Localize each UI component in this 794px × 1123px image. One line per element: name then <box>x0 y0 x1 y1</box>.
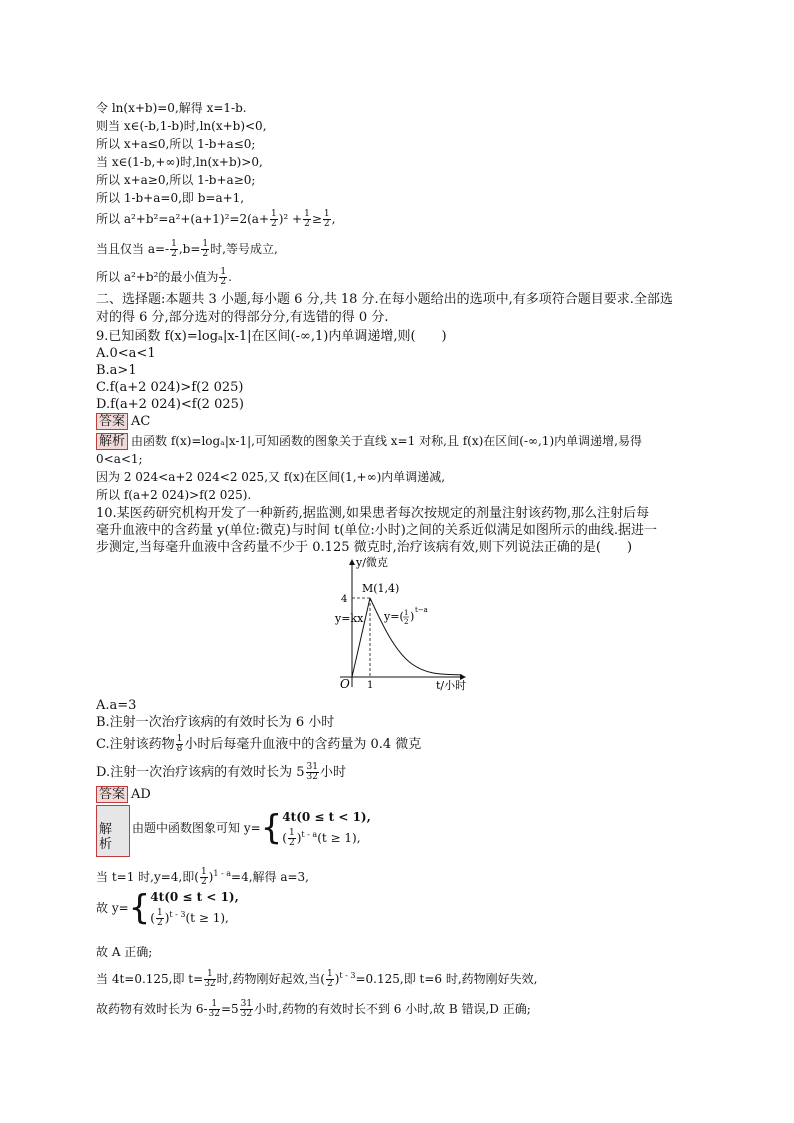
curve-label-exponent: t−a <box>415 606 428 614</box>
fraction: $\frac{31}{32}$ <box>306 762 318 782</box>
solution-line: 所以 x+a≤0,所以 1-b+a≤0; <box>96 137 256 151</box>
solution-line: 则当 x∈(-b,1-b)时,ln(x+b)<0, <box>96 119 267 133</box>
answer-value: AD <box>131 787 151 802</box>
fraction: $\frac{1}{2}$ <box>220 267 227 287</box>
curve-label-frac-bottom: 2 <box>404 618 409 626</box>
option-c: C.f(a+2 024)>f(2 025) <box>96 380 244 395</box>
option-b: B.a>1 <box>96 363 137 378</box>
option-a: A.0<a<1 <box>96 346 156 361</box>
fraction: $\frac{1}{2}$ <box>304 209 310 229</box>
y-axis-label: y/微克 <box>356 556 388 569</box>
option-c: C.注射该药物 $\frac{1}{8}$ 小时后每毫升血液中的含药量为 0.4 微克 <box>96 734 422 754</box>
analysis-row: 解析 由函数 f(x)=logₐ|x-1|,可知函数的图象关于直线 x=1 对称,且 f(x)在区间(-∞,1)内单调递增,易得 <box>96 433 642 450</box>
option-d: D.注射一次治疗该病的有效时长为 5 $\frac{31}{32}$ 小时 <box>96 762 346 782</box>
point-label: M(1,4) <box>362 582 400 595</box>
answer-tag: 答案 <box>96 413 128 430</box>
question-10: 10.某医药研究机构开发了一种新药,据监测,如果患者每次按规定的剂量注射该药物,那么注射后每 <box>96 506 650 521</box>
curve-label-frac-top: 1 <box>404 609 409 617</box>
option-b: B.注射一次治疗该病的有效时长为 6 小时 <box>96 715 335 730</box>
analysis-line: 所以 f(a+2 024)>f(2 025). <box>96 488 252 502</box>
answer-tag: 答案 <box>96 786 128 803</box>
line-label: y=kx <box>335 612 364 625</box>
solution-line: 所以 x+a≥0,所以 1-b+a≥0; <box>96 173 256 187</box>
analysis-line: 故 A 正确; <box>96 945 153 959</box>
analysis-tag-box <box>96 805 130 857</box>
solution-line-sum-squares: 所以 a²+b²=a²+(a+1)²=2(a+ $\frac{1}{2}$ )² + $\frac{1}{2}$ ≥ $\frac{1}{2}$ , <box>96 209 336 229</box>
x-axis-label: t/小时 <box>436 679 467 692</box>
solution-line-equality: 当且仅当 a=- $\frac{1}{2}$ ,b= $\frac{1}{2}$ 时,等号成立, <box>96 239 278 259</box>
analysis-tag: 解析 <box>96 433 128 450</box>
rising-segment <box>352 598 370 677</box>
fraction: $\frac{1}{2}$ <box>271 209 277 229</box>
drug-concentration-graph <box>320 552 480 694</box>
analysis-line: 当 t=1 时,y=4,即( $\frac{1}{2}$ )$^{1 - a}$=4,解得 a=3, <box>96 867 309 887</box>
section-heading-cont: 对的得 6 分,部分选对的得部分分,有选错的得 0 分. <box>96 310 389 325</box>
analysis-tag: 解析 <box>99 822 113 852</box>
analysis-system: 由题中函数图象可知 y={ 4t(0 ≤ t < 1), ( $\frac{1}{2}$ )$^{t - a}$(t ≥ 1), <box>132 808 371 848</box>
analysis-line: 因为 2 024<a+2 024<2 025,又 f(x)在区间(1,+∞)内单调递减, <box>96 470 446 484</box>
analysis-line: 当 4t=0.125,即 t= $\frac{1}{32}$ 时,药物刚好起效,当( $\frac{1}{2}$ )$^{t - 3}$=0.125,即 t=6 时,药物刚好失效, <box>96 969 538 989</box>
fraction: $\frac{1}{2}$ <box>323 209 330 229</box>
question-10-cont: 毫升血液中的含药量 y(单位:微克)与时间 t(单位:小时)之间的关系近似满足如图所示的曲线.据进一 <box>96 523 658 538</box>
solution-line: 所以 1-b+a=0,即 b=a+1, <box>96 191 245 205</box>
answer-row <box>96 413 150 430</box>
answer-row <box>96 786 151 803</box>
y-tick-label: 4 <box>341 594 348 605</box>
solution-line-minimum: 所以 a²+b²的最小值为 $\frac{1}{2}$ . <box>96 267 232 287</box>
svg-text:): ) <box>410 610 415 623</box>
question-10-cont: 步测定,当每毫升血液中含药量不少于 0.125 微克时,治疗该病有效,则下列说法正确的是( ) <box>96 540 633 555</box>
section-heading: 二、选择题:本题共 3 小题,每小题 6 分,共 18 分.在每小题给出的选项中,有多项符合题目要求.全部选 <box>96 292 673 307</box>
fraction: $\frac{1}{8}$ <box>176 734 183 754</box>
origin-label: O <box>340 677 350 691</box>
answer-value: AC <box>131 414 151 429</box>
question-9: 9.已知函数 f(x)=logₐ|x-1|在区间(-∞,1)内单调递增,则( ) <box>96 329 447 344</box>
analysis-line: 故药物有效时长为 6- $\frac{1}{32}$ =5 $\frac{31}{32}$ 小时,药物的有效时长不到 6 小时,故 B 错误,D 正确; <box>96 999 531 1019</box>
fraction: $\frac{1}{2}$ <box>171 239 177 259</box>
fraction: $\frac{1}{2}$ <box>202 239 209 259</box>
analysis-system: 故 y={ 4t(0 ≤ t < 1), ( $\frac{1}{2}$ )$^{t - 3}$(t ≥ 1), <box>96 888 239 928</box>
analysis-line: 0<a<1; <box>96 452 143 466</box>
option-d: D.f(a+2 024)<f(2 025) <box>96 397 244 412</box>
x-tick-label: 1 <box>367 680 374 691</box>
solution-line: 当 x∈(1-b,+∞)时,ln(x+b)>0, <box>96 155 263 169</box>
solution-line: 令 ln(x+b)=0,解得 x=1-b. <box>96 101 247 115</box>
curve-label: y=( <box>384 610 404 623</box>
option-a: A.a=3 <box>96 698 137 713</box>
